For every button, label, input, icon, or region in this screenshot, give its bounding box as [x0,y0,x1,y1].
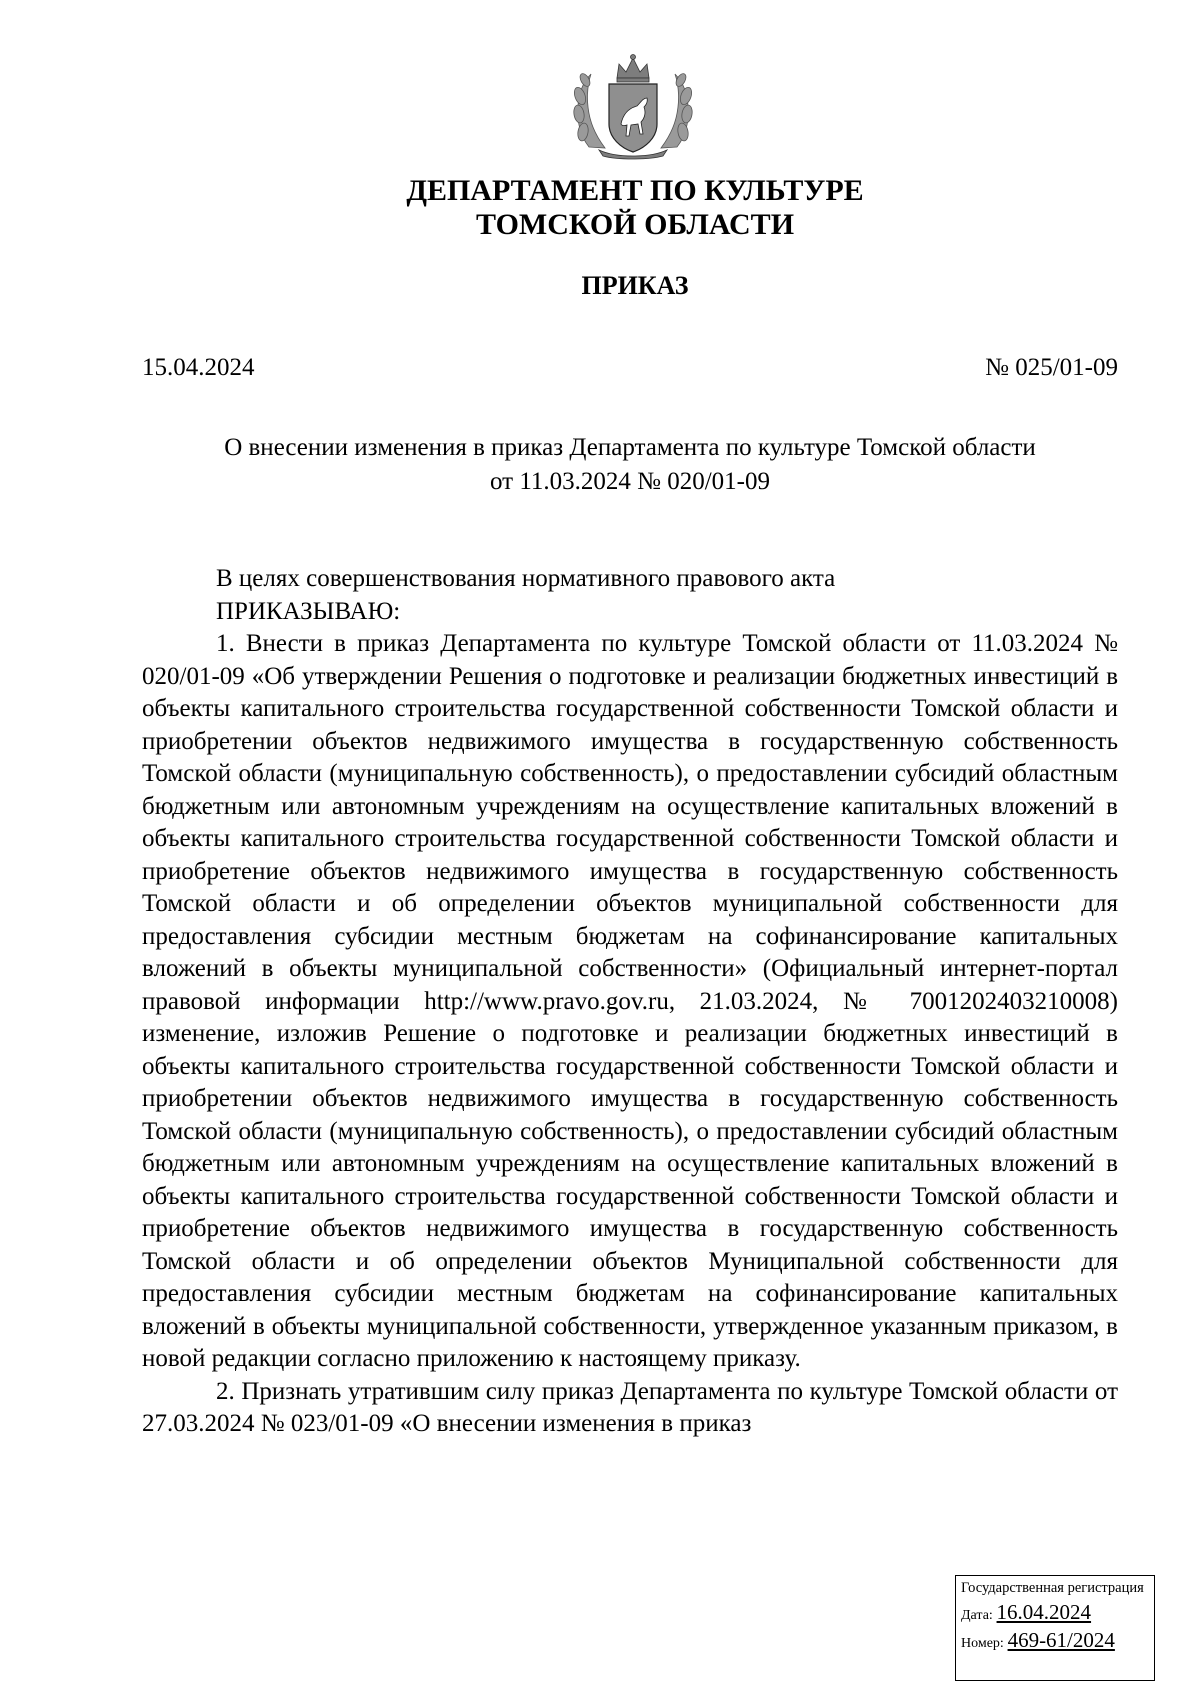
registration-date-label: Дата: [961,1608,993,1623]
order-number: № 025/01-09 [985,354,1118,381]
department-title-line1: ДЕПАРТАМЕНТ ПО КУЛЬТУРЕ [406,174,864,207]
registration-number-label: Номер: [961,1636,1004,1651]
registration-date-value: 16.04.2024 [996,1600,1092,1624]
order-title: ПРИКАЗ [581,271,689,300]
registration-number-row [961,1628,1149,1653]
order-subject [142,431,1118,499]
order-body [142,563,1118,1441]
paragraph-2: 2. Признать утратившим силу приказ Департамента по культуре Томской области от 27.03.2024 № 023/01-09 «О внесении изменения в приказ [142,1377,1118,1437]
order-date: 15.04.2024 [142,354,255,381]
order-subject-line1: О внесении изменения в приказ Департамента по культуре Томской области [224,434,1036,461]
registration-title: Государственная регистрация [961,1580,1144,1596]
registration-number-value: 469-61/2024 [1007,1628,1115,1652]
tomsk-region-coat-of-arms-icon [571,52,695,160]
order-subject-line2: от 11.03.2024 № 020/01-09 [489,468,771,495]
order-word: ПРИКАЗЫВАЮ: [216,597,401,625]
paragraph-1: 1. Внести в приказ Департамента по культуре Томской области от 11.03.2024 № 020/01-09 «Об утверждении Решения о подготовке и реализации бюджетных инвестиций в объекты капитального строительства государственной собственности Томской области и приобретении объектов недвижимого имущества в государственную собственность Томской области (муниципальную собственность), о предоставлении субсидий областным бюджетным или автономным учреждениям на осуществление капитальных вложений в объекты капитального строительства государственной собственности Томской области и приобретение объектов недвижимого имущества в государственную собственность Томской области и об определении объектов муниципальной собственности для предоставления субсидии местным бюджетам на софинансирование капитальных вложений в объекты муниципальной собственности» (Официальный интернет-портал правовой информации http://www.pravo.gov.ru, 21.03.2024, № 7001202403210008) изменение, изложив Решение о подготовке и реализации бюджетных инвестиций в объекты капитального строительства государственной собственности Томской области и приобретении объектов недвижимого имущества в государственную собственность Томской области (муниципальную собственность), о предоставлении субсидий областным бюджетным или автономным учреждениям на осуществление капитальных вложений в объекты капитального строительства государственной собственности Томской области и приобретение объектов недвижимого имущества в государственную собственность Томской области и об определении объектов Муниципальной собственности для предоставления субсидии местным бюджетам на софинансирование капитальных вложений в объекты муниципальной собственности, утвержденное указанным приказом, в новой редакции согласно приложению к настоящему приказу. [142,630,1118,1372]
registration-stamp [955,1575,1155,1681]
intro-paragraph: В целях совершенствования нормативного правового акта [216,565,836,592]
registration-date-row [961,1600,1149,1625]
department-title [0,174,1200,242]
department-title-line2: ТОМСКОЙ ОБЛАСТИ [475,208,795,241]
